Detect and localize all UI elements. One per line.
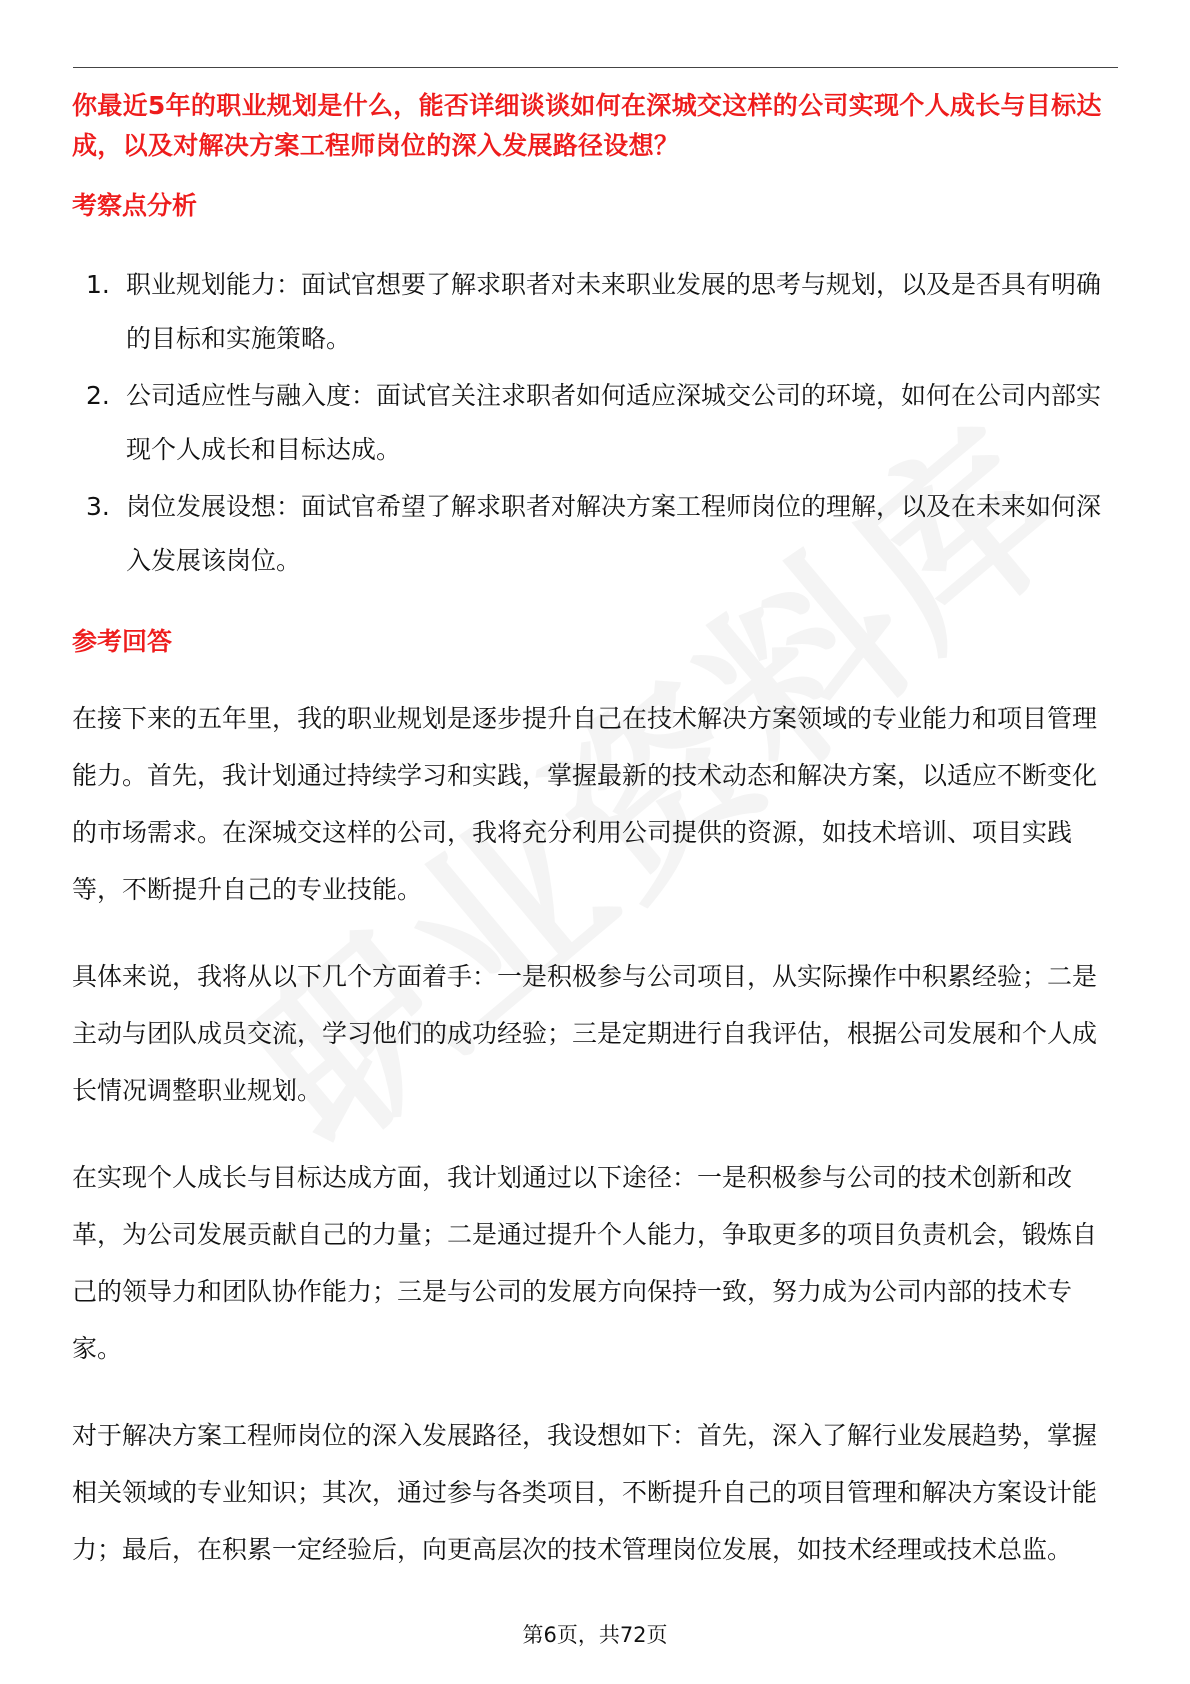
answer-heading: 参考回答 (72, 627, 173, 656)
top-divider (73, 67, 1118, 68)
analysis-list (72, 258, 1118, 588)
item-number: 1. (86, 270, 110, 299)
answer-paragraph: 具体来说，我将从以下几个方面着手：一是积极参与公司项目，从实际操作中积累经验；二是主动与团队成员交流，学习他们的成功经验；三是定期进行自我评估，根据公司发展和个人成长情况调整职业规划。 (72, 962, 1098, 1105)
answer-paragraph: 在实现个人成长与目标达成方面，我计划通过以下途径：一是积极参与公司的技术创新和改革，为公司发展贡献自己的力量；二是通过提升个人能力，争取更多的项目负责机会，锻炼自己的领导力和团队协作能力；三是与公司的发展方向保持一致，努力成为公司内部的技术专家。 (72, 1163, 1098, 1363)
answer-paragraph: 在接下来的五年里，我的职业规划是逐步提升自己在技术解决方案领域的专业能力和项目管理能力。首先，我计划通过持续学习和实践，掌握最新的技术动态和解决方案，以适应不断变化的市场需求。在深城交这样的公司，我将充分利用公司提供的资源，如技术培训、项目实践等，不断提升自己的专业技能。 (72, 704, 1098, 904)
analysis-item (72, 480, 1118, 588)
answer-paragraph: 对于解决方案工程师岗位的深入发展路径，我设想如下：首先，深入了解行业发展趋势，掌握相关领域的专业知识；其次，通过参与各类项目，不断提升自己的项目管理和解决方案设计能力；最后，在积累一定经验后，向更高层次的技术管理岗位发展，如技术经理或技术总监。 (72, 1421, 1098, 1564)
analysis-item-text: 公司适应性与融入度：面试官关注求职者如何适应深城交公司的环境，如何在公司内部实现个人成长和目标达成。 (126, 381, 1102, 464)
analysis-item (72, 258, 1118, 366)
analysis-item-text: 岗位发展设想：面试官希望了解求职者对解决方案工程师岗位的理解，以及在未来如何深入发展该岗位。 (126, 492, 1102, 575)
item-number: 3. (86, 492, 110, 521)
interview-question: 你最近5年的职业规划是什么，能否详细谈谈如何在深城交这样的公司实现个人成长与目标达成，以及对解决方案工程师岗位的深入发展路径设想？ (72, 91, 1102, 160)
analysis-heading: 考察点分析 (72, 191, 198, 220)
page-number: 第6页，共72页 (522, 1623, 668, 1647)
item-number: 2. (86, 381, 110, 410)
analysis-item (72, 369, 1118, 477)
analysis-item-text: 职业规划能力：面试官想要了解求职者对未来职业发展的思考与规划，以及是否具有明确的目标和实施策略。 (126, 270, 1102, 353)
page-content (72, 86, 1118, 1578)
